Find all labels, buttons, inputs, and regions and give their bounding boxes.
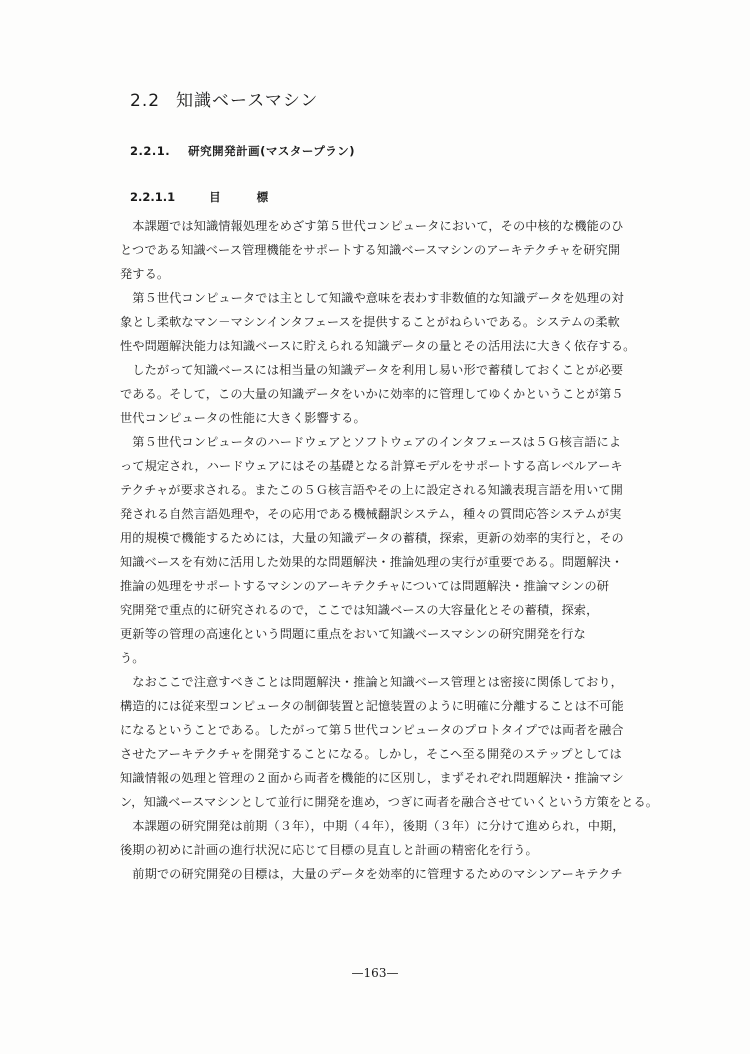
text-line: させたアーキテクチャを開発することになる。しかし，そこへ至る開発のステップとしては xyxy=(120,747,622,761)
text-line: とつである知識ベース管理機能をサポートする知識ベースマシンのアーキテクチャを研究開 xyxy=(120,243,621,257)
subsection-heading xyxy=(130,143,355,159)
page-number: —163— xyxy=(351,966,399,980)
text-line: なおここで注意すべきことは問題解決・推論と知識ベース管理とは密接に関係しており， xyxy=(120,675,623,689)
text-line: 構造的には従来型コンピュータの制御装置と記憶装置のように明確に分離することは不可能 xyxy=(120,699,624,713)
subsubsection-title: 目標 xyxy=(209,190,305,204)
text-line: 用的規模で機能するためには，大量の知識データの蓄積，探索，更新の効率的実行と，その xyxy=(120,531,624,545)
subsection-number: 2.2.1. xyxy=(130,144,171,158)
text-line: 本課題の研究開発は前期（３年），中期（４年），後期（３年）に分けて進められ，中期， xyxy=(120,819,625,833)
text-line: 発される自然言語処理や，その応用である機械翻訳システム，種々の質問応答システムが実 xyxy=(120,507,622,521)
text-line: である。そして，この大量の知識データをいかに効率的に管理してゆくかということが第５ xyxy=(120,387,624,401)
text-line: テクチャが要求される。またこの５Ｇ核言語やその上に設定される知識表現言語を用いて開 xyxy=(120,483,623,497)
section-heading xyxy=(130,86,318,111)
body-text xyxy=(120,214,690,886)
text-line: 世代コンピュータの性能に大きく影響する。 xyxy=(120,411,366,425)
section-title: 知識ベースマシン xyxy=(176,91,319,111)
subsubsection-number: 2.2.1.1 xyxy=(130,190,176,204)
text-line: 第５世代コンピュータのハードウェアとソフトウェアのインタフェースは５Ｇ核言語によ xyxy=(120,435,622,449)
text-line: 第５世代コンピュータでは主として知識や意味を表わす非数値的な知識データを処理の対 xyxy=(120,291,624,305)
text-line: 性や問題解決能力は知識ベースに貯えられる知識データの量とその活用法に大きく依存する。 xyxy=(120,339,636,353)
text-line: 後期の初めに計画の進行状況に応じて目標の見直しと計画の精密化を行う。 xyxy=(120,843,538,857)
text-line: 発する。 xyxy=(120,267,170,281)
text-line: 象とし柔軟なマン－マシンインタフェースを提供することがねらいである。システムの柔軟 xyxy=(120,315,620,329)
section-number: 2.2 xyxy=(130,91,161,111)
text-line: 推論の処理をサポートするマシンのアーキテクチャについては問題解決・推論マシンの研 xyxy=(120,579,610,593)
text-line: 前期での研究開発の目標は，大量のデータを効率的に管理するためのマシンアーキテクチ xyxy=(120,867,623,881)
text-line: 本課題では知識情報処理をめざす第５世代コンピュータにおいて，その中核的な機能のひ xyxy=(120,219,624,233)
text-line: 究開発で重点的に研究されるので，ここでは知識ベースの大容量化とその蓄積，探索， xyxy=(120,603,599,617)
text-line: になるということである。したがって第５世代コンピュータのプロトタイプでは両者を融合 xyxy=(120,723,624,737)
text-line: ン，知識ベースマシンとして並行に開発を進め，つぎに両者を融合させていくという方策をとる。 xyxy=(120,795,659,809)
text-line: う。 xyxy=(120,651,145,665)
subsubsection-heading xyxy=(130,189,304,205)
subsection-title: 研究開発計画(マスタープラン) xyxy=(188,144,356,158)
text-line: って規定され，ハードウェアにはその基礎となる計算モデルをサポートする高レベルアーキ xyxy=(120,459,623,473)
text-line: 知識ベースを有効に活用した効果的な問題解決・推論処理の実行が重要である。問題解決・ xyxy=(120,555,624,569)
text-line: 知識情報の処理と管理の２面から両者を機能的に区別し，まずそれぞれ問題解決・推論マシ xyxy=(120,771,624,785)
text-line: したがって知識ベースには相当量の知識データを利用し易い形で蓄積しておくことが必要 xyxy=(120,363,624,377)
text-line: 更新等の管理の高速化という問題に重点をおいて知識ベースマシンの研究開発を行な xyxy=(120,627,586,641)
